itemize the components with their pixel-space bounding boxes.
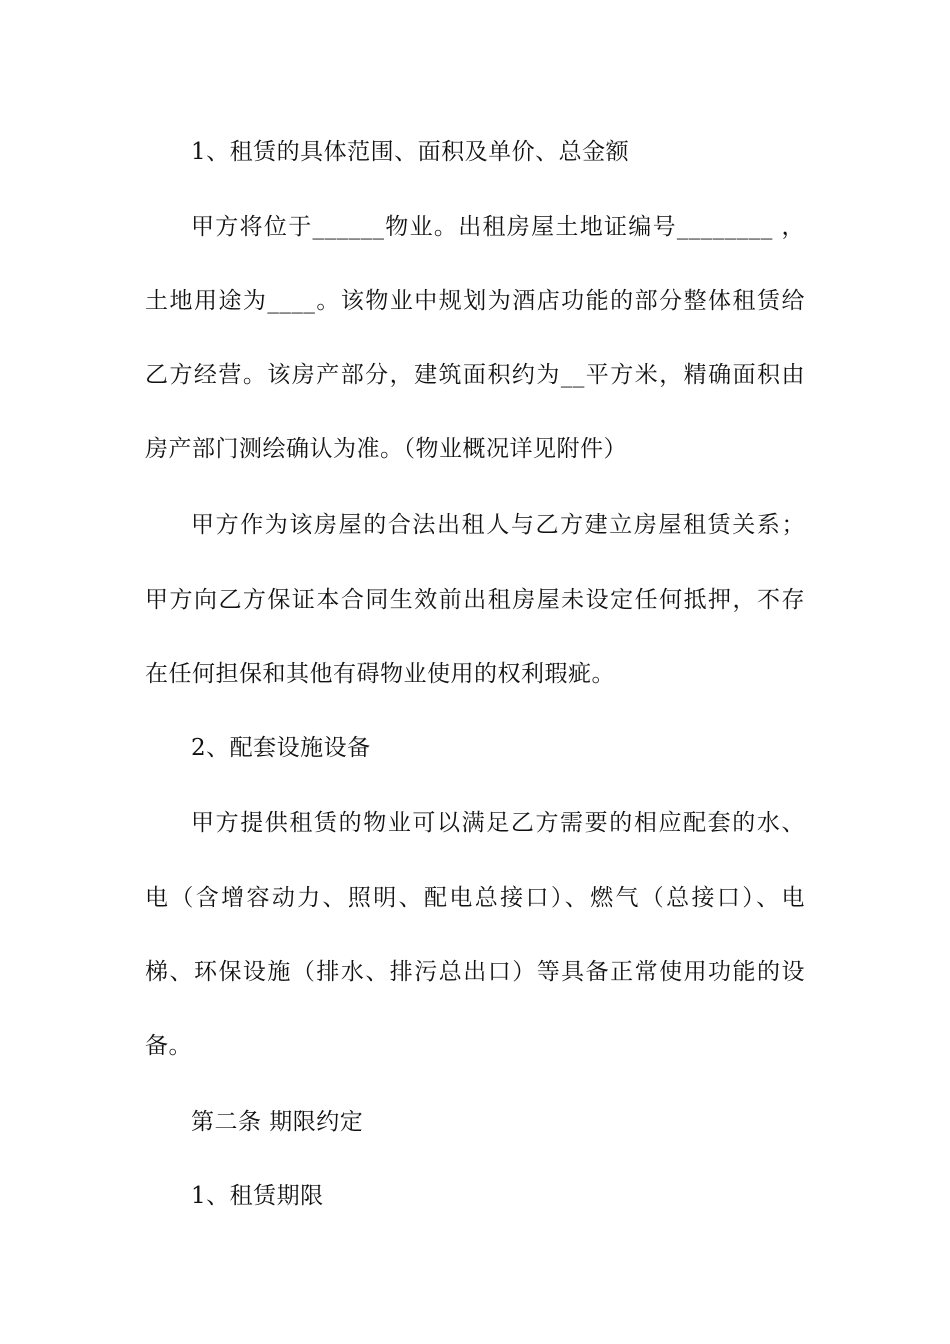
paragraph-line: 在任何担保和其他有碍物业使用的权利瑕疵。 (145, 661, 615, 687)
paragraph-line: 电（含增容动力、照明、配电总接口）、燃气（总接口）、电 (145, 885, 805, 911)
paragraph-line: 梯、环保设施（排水、排污总出口）等具备正常使用功能的设 (145, 959, 805, 985)
paragraph-line: 甲方作为该房屋的合法出租人与乙方建立房屋租赁关系； (191, 512, 805, 538)
paragraph-line: 备。 (145, 1033, 192, 1059)
paragraph-line: 甲方将位于______物业。出租房屋土地证编号________ ， (191, 214, 805, 240)
paragraph-line: 土地用途为____。该物业中规划为酒店功能的部分整体租赁给 (145, 288, 805, 314)
section-heading-lease-term: 1、租赁期限 (191, 1183, 324, 1209)
section-heading-facilities: 2、配套设施设备 (191, 735, 371, 761)
section-heading-scope: 1、租赁的具体范围、面积及单价、总金额 (191, 139, 630, 165)
article-heading-term: 第二条 期限约定 (191, 1109, 364, 1135)
paragraph-line: 房产部门测绘确认为准。（物业概况详见附件） (145, 436, 627, 462)
paragraph-line: 甲方向乙方保证本合同生效前出租房屋未设定任何抵押，不存 (145, 587, 805, 613)
paragraph-line: 甲方提供租赁的物业可以满足乙方需要的相应配套的水、 (191, 810, 805, 836)
paragraph-line: 乙方经营。该房产部分，建筑面积约为__平方米，精确面积由 (145, 362, 805, 388)
